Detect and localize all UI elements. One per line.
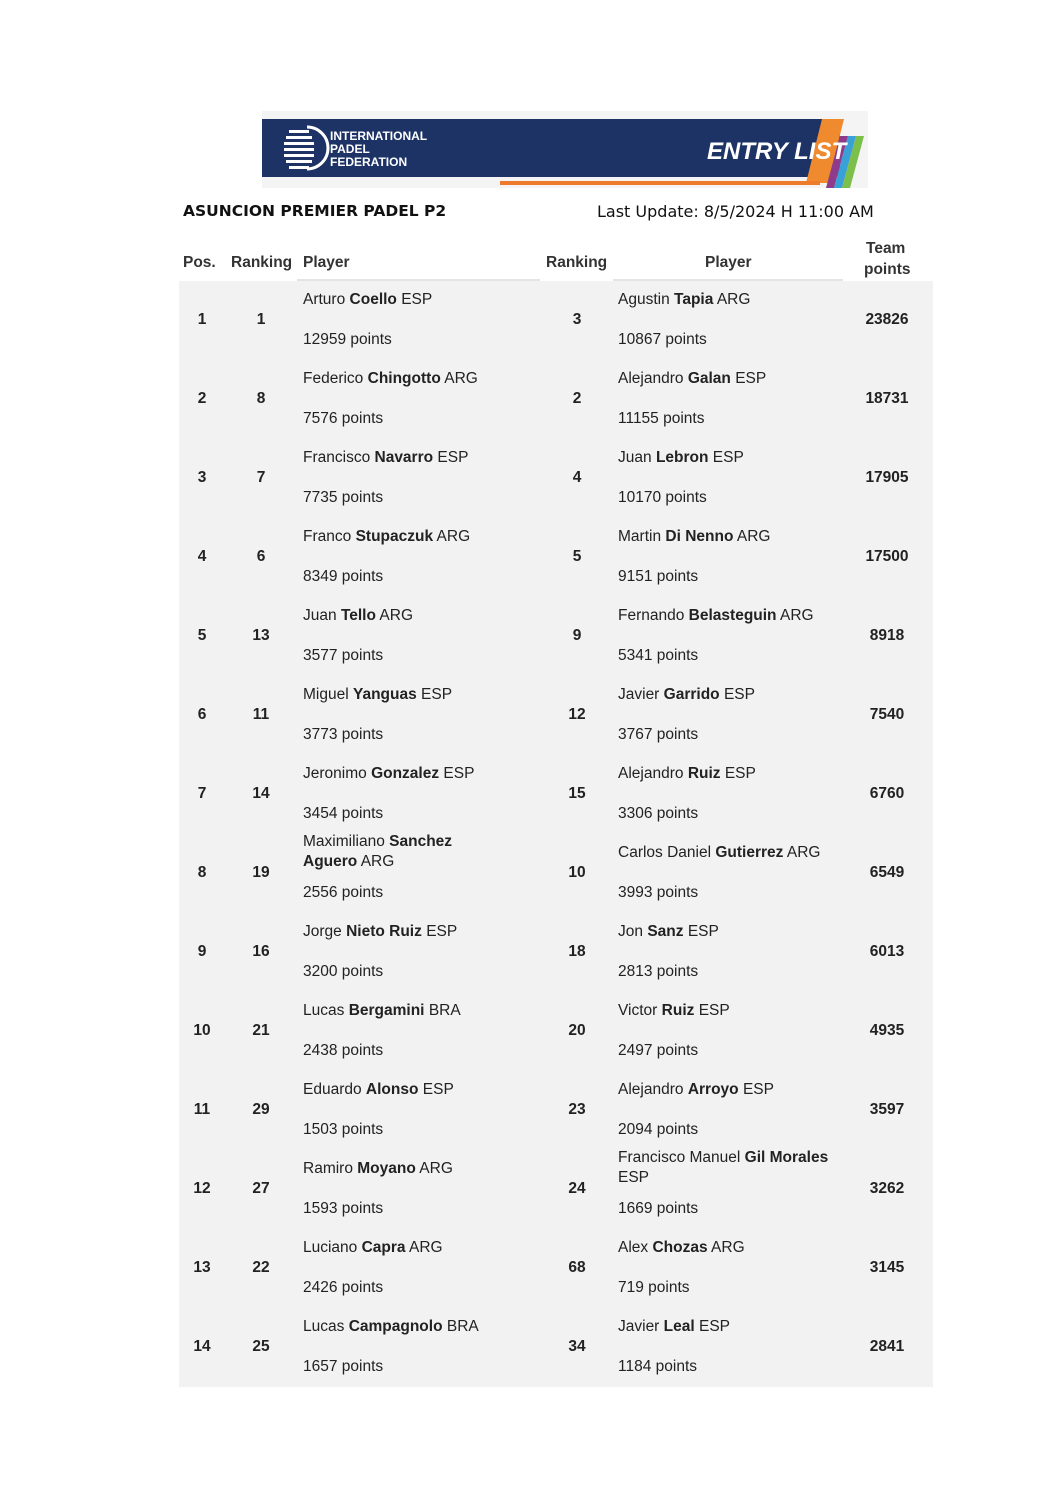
table-row — [179, 1308, 933, 1387]
player-1-points: 8349 points — [303, 568, 384, 585]
pos-cell: 1 — [197, 311, 207, 328]
player-2-first-name: Javier — [618, 1318, 660, 1335]
player-1-nationality: ARG — [360, 853, 395, 870]
player-1-nationality: ARG — [436, 528, 471, 545]
player-2-last-name: Di Nenno — [665, 528, 734, 545]
team-points-cell: 3145 — [869, 1259, 905, 1276]
col-header-pos: Pos. — [183, 254, 216, 271]
player-1-last-name: Campagnolo — [348, 1318, 443, 1335]
pos-cell: 4 — [197, 548, 207, 565]
team-points-cell: 23826 — [865, 311, 909, 328]
player-1-last-name: Yanguas — [352, 686, 417, 703]
player-1-nationality: ESP — [426, 923, 458, 940]
player-2-last-name: Galan — [687, 370, 731, 387]
player-1-last-name: Navarro — [374, 449, 434, 466]
player-1-nationality: ARG — [444, 370, 478, 387]
player-1-last-name: Coello — [349, 291, 397, 308]
player-1-name — [303, 606, 509, 626]
player-2-points: 11155 points — [618, 410, 705, 427]
player-2-last-name: Chozas — [652, 1239, 708, 1256]
player-1-name — [303, 685, 509, 705]
player-1-nationality: ARG — [419, 1160, 453, 1177]
player-2-first-name: Agustin — [618, 291, 670, 308]
player-1-first-name: Juan — [303, 607, 337, 624]
player-2-name — [618, 1317, 843, 1337]
player-1-last-name: Gonzalez — [371, 765, 440, 782]
pos-cell: 3 — [197, 469, 207, 486]
player-2-first-name: Javier — [618, 686, 660, 703]
player-1-first-name: Lucas — [303, 1318, 345, 1335]
player-2-first-name: Fernando — [618, 607, 685, 624]
player-1-name — [303, 1001, 509, 1021]
player-1-nationality: BRA — [428, 1002, 461, 1019]
col-header-player-1: Player — [303, 254, 350, 271]
table-row — [179, 1229, 933, 1308]
player-1-nationality: BRA — [446, 1318, 479, 1335]
col-header-ranking-2: Ranking — [546, 254, 608, 271]
team-points-cell: 18731 — [865, 390, 909, 407]
table-row — [179, 518, 933, 597]
player-2-last-name: Ruiz — [661, 1002, 695, 1019]
player-1-name — [303, 1317, 509, 1337]
player-2-nationality: ARG — [711, 1239, 745, 1256]
player-2-points: 2497 points — [618, 1042, 699, 1059]
col-header-ranking-1: Ranking — [231, 254, 293, 271]
player-2-nationality: ESP — [723, 686, 755, 703]
player-2-last-name: Sanz — [647, 923, 684, 940]
team-points-cell: 6549 — [869, 864, 905, 881]
player-1-name — [303, 922, 509, 942]
team-points-cell: 3597 — [869, 1101, 905, 1118]
player-1-points: 1593 points — [303, 1200, 384, 1217]
player-2-points: 2813 points — [618, 963, 699, 980]
player-1-points: 1503 points — [303, 1121, 384, 1138]
team-points-cell: 7540 — [869, 706, 905, 723]
player-1-first-name: Arturo — [303, 291, 346, 308]
player-2-first-name: Alejandro — [618, 1081, 684, 1098]
table-row — [179, 913, 933, 992]
player-2-points: 3767 points — [618, 726, 699, 743]
player-1-first-name: Franco — [303, 528, 352, 545]
ranking-2-cell: 2 — [572, 390, 582, 407]
player-2-first-name: Victor — [618, 1002, 658, 1019]
player-2-last-name: Gutierrez — [715, 844, 784, 861]
player-2-last-name: Ruiz — [687, 765, 721, 782]
player-1-nationality: ESP — [422, 1081, 454, 1098]
player-1-first-name: Maximiliano — [303, 833, 385, 850]
ranking-2-cell: 3 — [572, 311, 582, 328]
player-1-points: 12959 points — [303, 331, 392, 348]
ranking-2-cell: 10 — [568, 864, 586, 881]
player-2-first-name: Martin — [618, 528, 662, 545]
player-1-name — [303, 764, 509, 784]
ranking-2-cell: 68 — [568, 1259, 586, 1276]
player-1-nationality: ARG — [379, 607, 414, 624]
player-2-name — [618, 606, 843, 626]
svg-text:PADEL: PADEL — [330, 142, 370, 156]
ranking-2-cell: 9 — [572, 627, 582, 644]
player-1-points: 3454 points — [303, 805, 384, 822]
player-1-first-name: Lucas — [303, 1002, 345, 1019]
player-2-name — [618, 1148, 843, 1188]
pos-cell: 14 — [193, 1338, 211, 1355]
player-2-last-name: Leal — [663, 1318, 695, 1335]
player-1-first-name: Federico — [303, 370, 364, 387]
player-2-nationality: ESP — [699, 1318, 731, 1335]
player-1-first-name: Luciano — [303, 1239, 358, 1256]
ranking-2-cell: 34 — [568, 1338, 586, 1355]
player-1-last-name: Capra — [361, 1239, 406, 1256]
player-2-last-name: Tapia — [674, 291, 714, 308]
table-row — [179, 992, 933, 1071]
team-points-cell: 4935 — [869, 1022, 905, 1039]
player-1-points: 3773 points — [303, 726, 384, 743]
ranking-1-cell: 7 — [256, 469, 266, 486]
table-row — [179, 1150, 933, 1229]
ranking-2-cell: 20 — [568, 1022, 586, 1039]
player-2-nationality: ESP — [735, 370, 767, 387]
player-1-first-name: Jeronimo — [303, 765, 367, 782]
ranking-2-cell: 5 — [572, 548, 582, 565]
player-2-nationality: ESP — [687, 923, 719, 940]
team-points-cell: 3262 — [869, 1180, 905, 1197]
player-2-last-name: Gil Morales — [744, 1149, 829, 1166]
player-1-nationality: ESP — [437, 449, 469, 466]
player-2-first-name: Alejandro — [618, 370, 684, 387]
player-2-points: 10867 points — [618, 331, 707, 348]
team-points-cell: 17500 — [865, 548, 909, 565]
pos-cell: 11 — [193, 1101, 211, 1118]
player-2-points: 719 points — [618, 1279, 690, 1296]
pos-cell: 8 — [197, 864, 207, 881]
player-1-nationality: ARG — [409, 1239, 443, 1256]
player-1-name — [303, 448, 509, 468]
player-1-first-name: Eduardo — [303, 1081, 362, 1098]
player-1-first-name: Francisco — [303, 449, 371, 466]
col-header-player-2: Player — [705, 254, 752, 271]
ranking-1-cell: 29 — [252, 1101, 270, 1118]
col-header-team-points-2: points — [864, 261, 911, 278]
ranking-2-cell: 24 — [568, 1180, 586, 1197]
player-2-last-name: Arroyo — [687, 1081, 739, 1098]
ranking-2-cell: 15 — [568, 785, 586, 802]
player-1-points: 2556 points — [303, 884, 384, 901]
player-2-name — [618, 764, 843, 784]
player-2-name — [618, 448, 843, 468]
player-1-name — [303, 1080, 509, 1100]
table-row — [179, 1071, 933, 1150]
svg-text:FEDERATION: FEDERATION — [330, 155, 408, 169]
player-1-nationality: ESP — [401, 291, 433, 308]
player-2-nationality: ARG — [736, 528, 771, 545]
player-1-name — [303, 1159, 509, 1179]
player-2-name — [618, 1238, 843, 1258]
player-1-first-name: Ramiro — [303, 1160, 353, 1177]
player-1-points: 3200 points — [303, 963, 384, 980]
player-2-last-name: Lebron — [655, 449, 709, 466]
player-2-name — [618, 843, 843, 863]
ranking-1-cell: 6 — [256, 548, 266, 565]
player-2-name — [618, 922, 843, 942]
team-points-cell: 6760 — [869, 785, 905, 802]
svg-text:INTERNATIONAL: INTERNATIONAL — [330, 129, 428, 143]
pos-cell: 9 — [197, 943, 207, 960]
player-2-last-name: Garrido — [663, 686, 720, 703]
player-1-first-name: Miguel — [303, 686, 349, 703]
player-2-nationality: ARG — [779, 607, 814, 624]
ranking-2-cell: 12 — [568, 706, 586, 723]
ranking-1-cell: 13 — [252, 627, 270, 644]
player-2-name — [618, 290, 843, 310]
ranking-1-cell: 14 — [252, 785, 270, 802]
player-1-points: 7576 points — [303, 410, 384, 427]
player-2-name — [618, 685, 843, 705]
team-points-cell: 6013 — [869, 943, 905, 960]
svg-text:ENTRY LIST: ENTRY LIST — [707, 138, 847, 165]
pos-cell: 12 — [193, 1180, 211, 1197]
ranking-1-cell: 22 — [252, 1259, 270, 1276]
table-row — [179, 755, 933, 834]
player-2-points: 2094 points — [618, 1121, 699, 1138]
player-2-first-name: Jon — [618, 923, 643, 940]
player-1-nationality: ESP — [443, 765, 475, 782]
player-1-points: 7735 points — [303, 489, 384, 506]
player-2-nationality: ARG — [716, 291, 751, 308]
player-1-name — [303, 1238, 509, 1258]
player-2-last-name: Belasteguin — [688, 607, 777, 624]
event-title: ASUNCION PREMIER PADEL P2 — [183, 202, 447, 220]
player-2-first-name: Juan — [618, 449, 652, 466]
ranking-1-cell: 21 — [252, 1022, 270, 1039]
table-row — [179, 834, 933, 913]
table-row — [179, 676, 933, 755]
player-2-points: 3306 points — [618, 805, 699, 822]
ranking-2-cell: 18 — [568, 943, 586, 960]
ranking-2-cell: 4 — [572, 469, 582, 486]
player-1-last-name: Stupaczuk — [355, 528, 434, 545]
team-points-cell: 2841 — [869, 1338, 905, 1355]
pos-cell: 6 — [197, 706, 207, 723]
ranking-1-cell: 19 — [252, 864, 270, 881]
ranking-1-cell: 27 — [252, 1180, 270, 1197]
pos-cell: 5 — [197, 627, 207, 644]
player-1-last-name: Chingotto — [367, 370, 441, 387]
player-2-points: 1669 points — [618, 1200, 699, 1217]
player-2-name — [618, 1001, 843, 1021]
player-1-name — [303, 832, 509, 872]
player-2-nationality: ESP — [712, 449, 744, 466]
ranking-1-cell: 1 — [256, 311, 266, 328]
player-1-points: 3577 points — [303, 647, 384, 664]
player-2-nationality: ESP — [618, 1169, 650, 1186]
player-1-name — [303, 290, 509, 310]
player-2-first-name: Alejandro — [618, 765, 684, 782]
ranking-1-cell: 11 — [252, 706, 270, 723]
player-2-first-name: Alex — [618, 1239, 649, 1256]
player-1-points: 2426 points — [303, 1279, 384, 1296]
last-update: Last Update: 8/5/2024 H 11:00 AM — [597, 202, 874, 221]
player-2-nationality: ARG — [786, 844, 821, 861]
entry-list-banner — [262, 111, 868, 188]
document-header — [183, 202, 883, 226]
table-row — [179, 597, 933, 676]
player-2-nationality: ESP — [742, 1081, 774, 1098]
player-1-name — [303, 527, 509, 547]
table-row — [179, 439, 933, 518]
player-1-first-name: Jorge — [303, 923, 342, 940]
player-1-last-name: Nieto Ruiz — [346, 923, 422, 940]
player-1-last-name: Bergamini — [348, 1002, 425, 1019]
team-points-cell: 8918 — [869, 627, 905, 644]
player-2-points: 10170 points — [618, 489, 707, 506]
player-2-points: 1184 points — [618, 1358, 697, 1375]
player-1-last-name: Alonso — [365, 1081, 419, 1098]
player-2-points: 3993 points — [618, 884, 699, 901]
player-1-name — [303, 369, 509, 389]
ranking-2-cell: 23 — [568, 1101, 586, 1118]
player-2-points: 5341 points — [618, 647, 699, 664]
player-2-points: 9151 points — [618, 568, 699, 585]
player-2-first-name: Carlos Daniel — [618, 844, 712, 861]
banner-graphic — [262, 111, 868, 188]
player-2-name — [618, 527, 843, 547]
pos-cell: 7 — [197, 785, 207, 802]
player-1-points: 2438 points — [303, 1042, 384, 1059]
player-1-last-name: Sanchez Aguero — [303, 833, 453, 870]
player-1-nationality: ESP — [421, 686, 453, 703]
player-2-name — [618, 369, 843, 389]
col-header-team-points-1: Team — [866, 240, 906, 257]
ranking-1-cell: 25 — [252, 1338, 270, 1355]
pos-cell: 2 — [197, 390, 207, 407]
player-1-points: 1657 points — [303, 1358, 384, 1375]
table-row — [179, 360, 933, 439]
ranking-1-cell: 8 — [256, 390, 266, 407]
table-row — [179, 281, 933, 360]
player-1-last-name: Tello — [340, 607, 376, 624]
player-2-first-name: Francisco Manuel — [618, 1149, 741, 1166]
ranking-1-cell: 16 — [252, 943, 270, 960]
player-2-nationality: ESP — [724, 765, 756, 782]
team-points-cell: 17905 — [865, 469, 909, 486]
player-2-nationality: ESP — [698, 1002, 730, 1019]
pos-cell: 10 — [193, 1022, 211, 1039]
player-1-last-name: Moyano — [357, 1160, 416, 1177]
player-2-name — [618, 1080, 843, 1100]
pos-cell: 13 — [193, 1259, 211, 1276]
